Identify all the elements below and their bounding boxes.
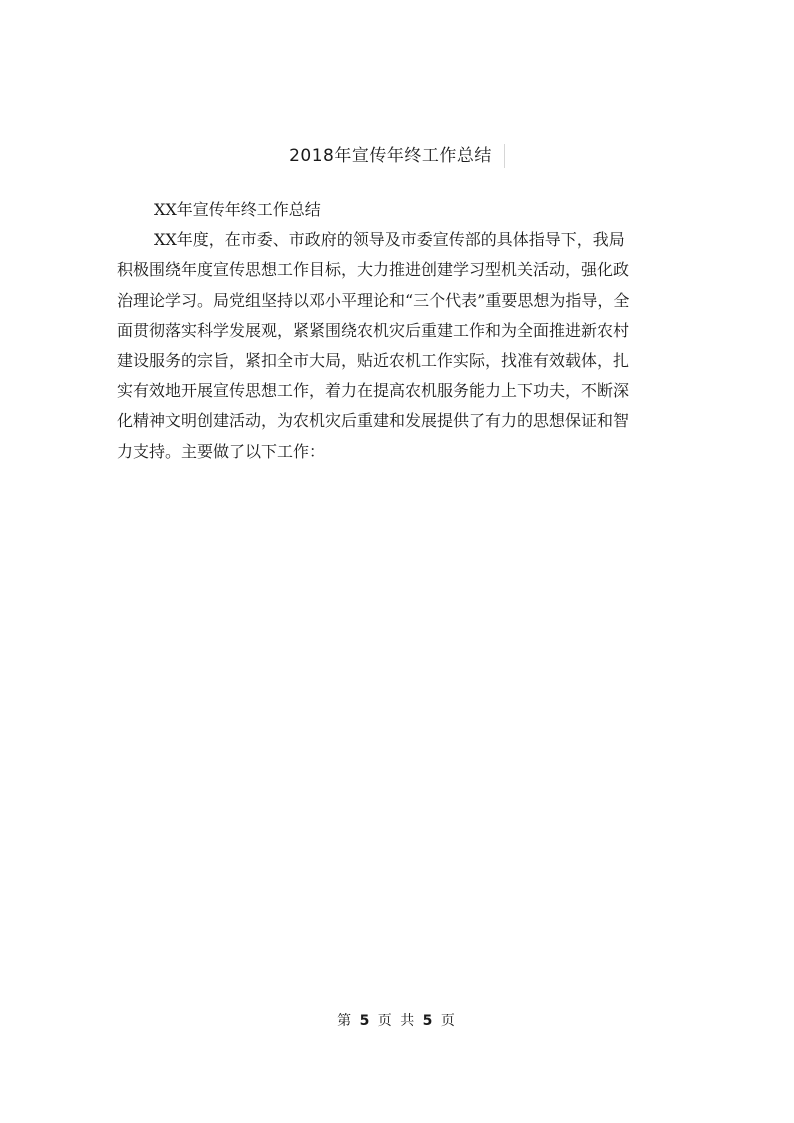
title-container bbox=[0, 144, 794, 168]
paragraph-heading: XX年宣传年终工作总结 bbox=[154, 200, 321, 219]
total-page-number: 5 bbox=[422, 1013, 435, 1029]
page-label-prefix: 第 bbox=[337, 1013, 354, 1029]
page-label-mid: 页 共 bbox=[377, 1013, 417, 1029]
page-footer bbox=[0, 1011, 794, 1031]
document-title: 2018年宣传年终工作总结 bbox=[289, 144, 505, 168]
paragraph-main: XX年度，在市委、市政府的领导及市委宣传部的具体指导下，我局积极围绕年度宣传思想工作目标，大力推进创建学习型机关活动，强化政治理论学习。局党组坚持以邓小平理论和“三个代表”重要思想为指导，全面贯彻落实科学发展观，紧紧围绕农机灾后重建工作和为全面推进新农村建设服务的宗旨，紧扣全市大局，贴近农机工作实际，找准有效载体，扎实有效地开展宣传思想工作，着力在提高农机服务能力上下功夫，不断深化精神文明创建活动，为农机灾后重建和发展提供了有力的思想保证和智力支持。主要做了以下工作： bbox=[117, 230, 630, 461]
current-page-number: 5 bbox=[359, 1013, 372, 1029]
document-body bbox=[117, 195, 637, 467]
page-label-suffix: 页 bbox=[440, 1013, 457, 1029]
